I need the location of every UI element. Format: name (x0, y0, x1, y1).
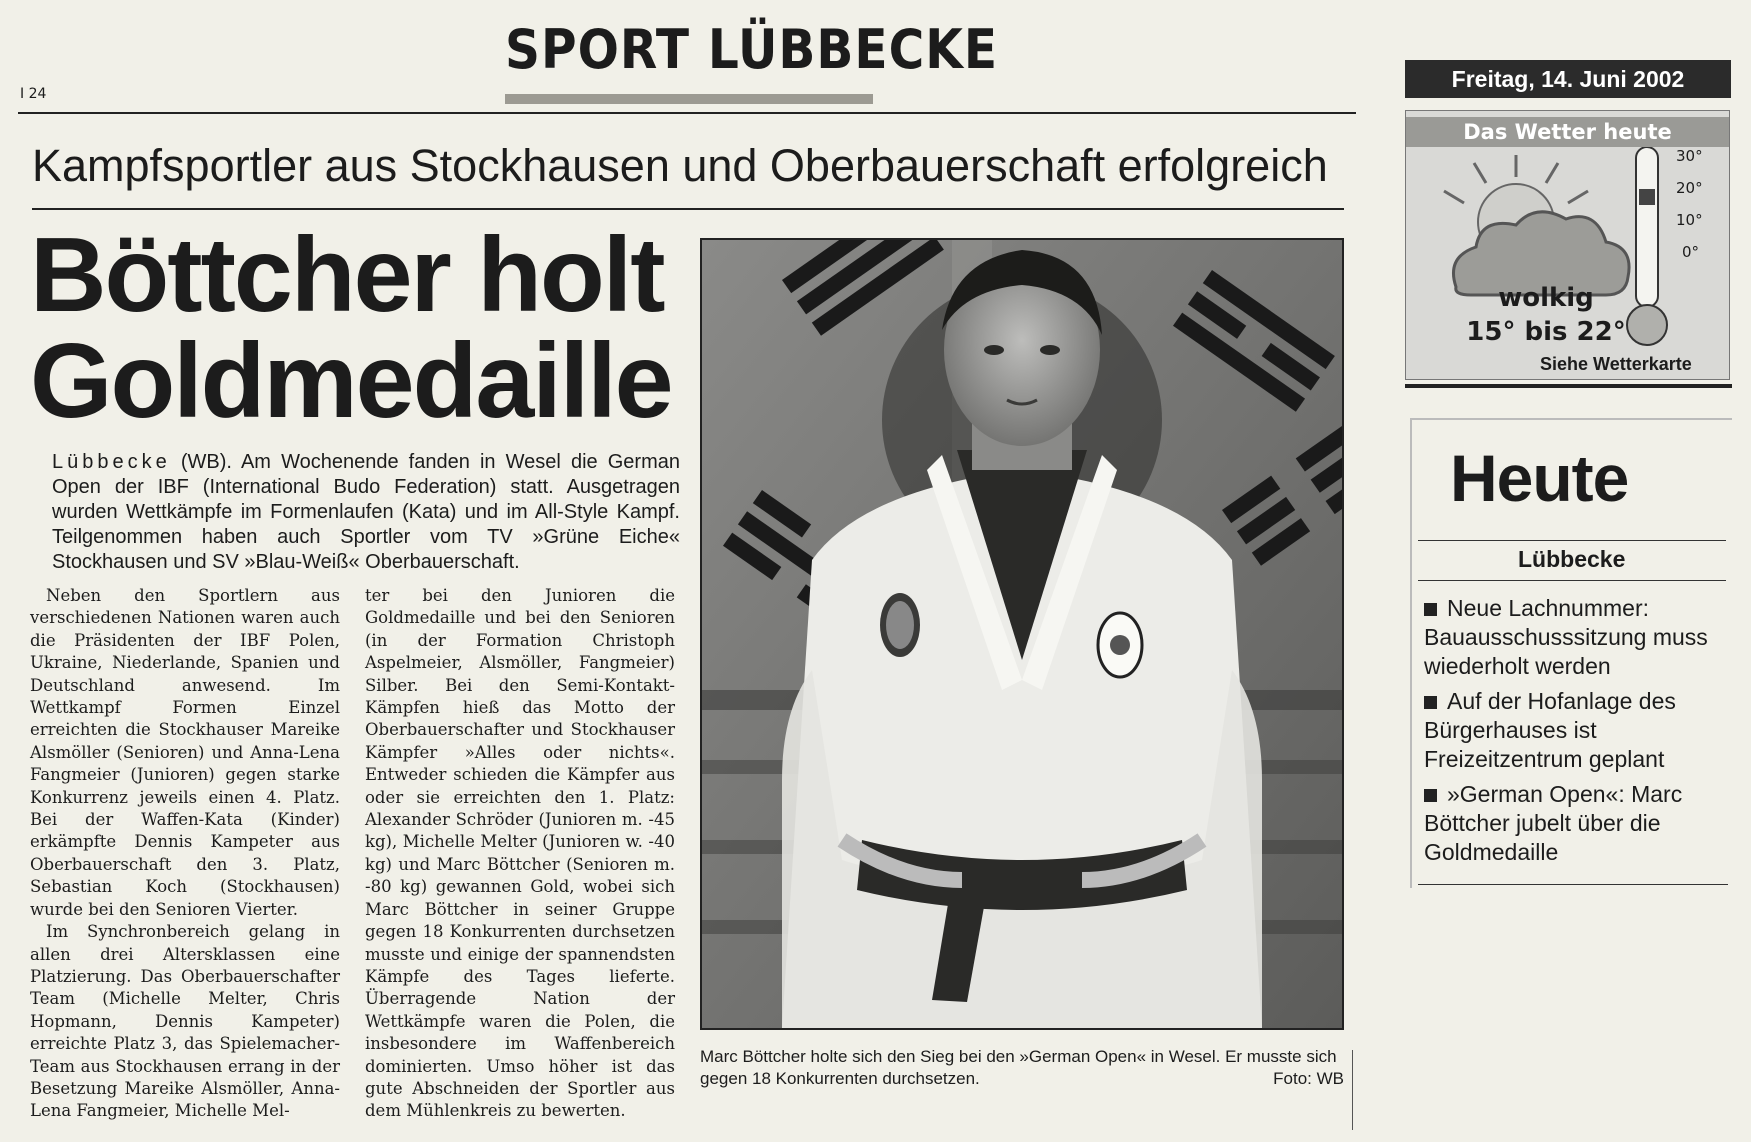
lead-ort: Lübbecke (52, 451, 171, 473)
heute-item-hofanlage: Auf der Hofanlage des Bürgerhauses ist Freizeitzentrum geplant (1424, 687, 1724, 774)
date-banner: Freitag, 14. Juni 2002 (1405, 60, 1731, 98)
ressort-underline (505, 94, 873, 104)
heute-title: Heute (1450, 441, 1629, 515)
heute-end-rule (1418, 884, 1728, 885)
article-lead (52, 450, 680, 575)
scale-0: 0° (1682, 243, 1700, 261)
weather-box (1405, 110, 1730, 380)
scale-10: 10° (1676, 211, 1703, 229)
article-photo (700, 238, 1344, 1030)
scale-20: 20° (1676, 179, 1703, 197)
weather-map-link: Siehe Wetterkarte (1540, 354, 1692, 374)
weather-description (1466, 281, 1626, 349)
caption-text: Marc Böttcher holte sich den Sieg bei den »German Open« in Wesel. Er musste sich gegen 18 Konkurrenten durchsetzen. (700, 1047, 1337, 1088)
photo-karate-athlete-image (702, 240, 1342, 1028)
article-column-2 (365, 585, 675, 1123)
photo-caption (700, 1046, 1344, 1090)
heute-list (1424, 594, 1724, 873)
heute-item-lachnummer: Neue Lachnummer: Bauausschusssitzung muss wiederholt werden (1424, 594, 1724, 681)
heute-rule-2 (1418, 580, 1726, 581)
kicker-rule (32, 208, 1344, 210)
photo-credit: Foto: WB (1273, 1069, 1344, 1088)
weather-condition: wolkig (1498, 283, 1594, 313)
weather-temperature: 15° bis 22° (1466, 317, 1626, 347)
lead-text: (WB). Am Wochenende fanden in Wesel die German Open der IBF (International Budo Federation) statt. Ausgetragen wurden Wettkämpfe im Formenlaufen (Kata) und im All-Style Kampf. Teilgenommen haben auch Sportler vom TV »Grüne Eiche« Stockhausen und SV »Blau-Weiß« Oberbauerschaft. (52, 451, 680, 573)
column-divider (1352, 1050, 1353, 1130)
column-1-paragraph-2: Im Synchronbereich gelang in allen drei Altersklassen eine Platzierung. Das Oberbauerschafter Team (Michelle Melter, Chris Hopmann, Dennis Kampeter) erreichte Platz 3, das Spielemacher-Team aus Stockhausen errang in der Besetzung Mareike Alsmöller, Anna-Lena Fangmeier, Michelle Mel- (30, 922, 340, 1121)
page-number: I 24 (20, 86, 47, 102)
heute-ort: Lübbecke (1518, 546, 1626, 572)
article-headline (30, 216, 672, 440)
top-rule (18, 112, 1356, 114)
weather-title: Das Wetter heute (1406, 117, 1729, 147)
headline-line-2: Goldmedaille (30, 322, 672, 440)
column-2-paragraph-1: ter bei den Junioren die Goldmedaille und bei den Senioren (in der Formation Christoph Aspelmeier, Alsmöller, Fangmeier) Silber. Bei den Semi-Kontakt-Kämpfen hieß das Motto der Oberbauerschafter und Stockhauser Kämpfer »Alles oder nichts«. Entweder schieden die Kämpfer aus oder sie erreichten den 1. Platz: Alexander Schröder (Junioren m. -45 kg), Michelle Melter (Junioren w. -40 kg) und Marc Böttcher (Senioren m. -80 kg) gewannen Gold, wobei sich Marc Böttcher in seiner Gruppe gegen 18 Konkurrenten durchsetzen musste und einige der spannendsten Kämpfe des Tages lieferte. Überragende Nation der Wettkämpfe waren die Polen, die insbesondere im Waffenbereich dominierten. Umso höher ist das gute Abschneiden der Sportler aus dem Mühlenkreis zu bewerten. (365, 586, 675, 1121)
heute-rule (1418, 540, 1726, 541)
scale-30: 30° (1676, 147, 1703, 165)
article-column-1 (30, 585, 340, 1123)
headline-line-1: Böttcher holt (30, 216, 664, 334)
ressort-title: SPORT LÜBBECKE (505, 18, 999, 81)
thermometer-icon (1627, 147, 1667, 345)
column-1-paragraph-1: Neben den Sportlern aus verschiedenen Nationen waren auch die Präsidenten der IBF Polen, Ukraine, Niederlande, Spanien und Deutschland anwesend. Im Wettkampf Formen Einzel erreichten die Stockhauser Mareike Alsmöller (Senioren) und Anna-Lena Fangmeier (Junioren) gegen starke Konkurrenz jeweils einen 4. Platz. Bei der Waffen-Kata (Kinder) erkämpfte Dennis Kampeter aus Oberbauerschaft den 3. Platz, Sebastian Koch (Stockhausen) wurde bei den Senioren Vierter. (30, 586, 340, 919)
heute-item-german-open: »German Open«: Marc Böttcher jubelt über die Goldmedaille (1424, 780, 1724, 867)
weather-underline (1405, 384, 1732, 388)
article-kicker: Kampfsportler aus Stockhausen und Oberbauerschaft erfolgreich (32, 140, 1328, 191)
